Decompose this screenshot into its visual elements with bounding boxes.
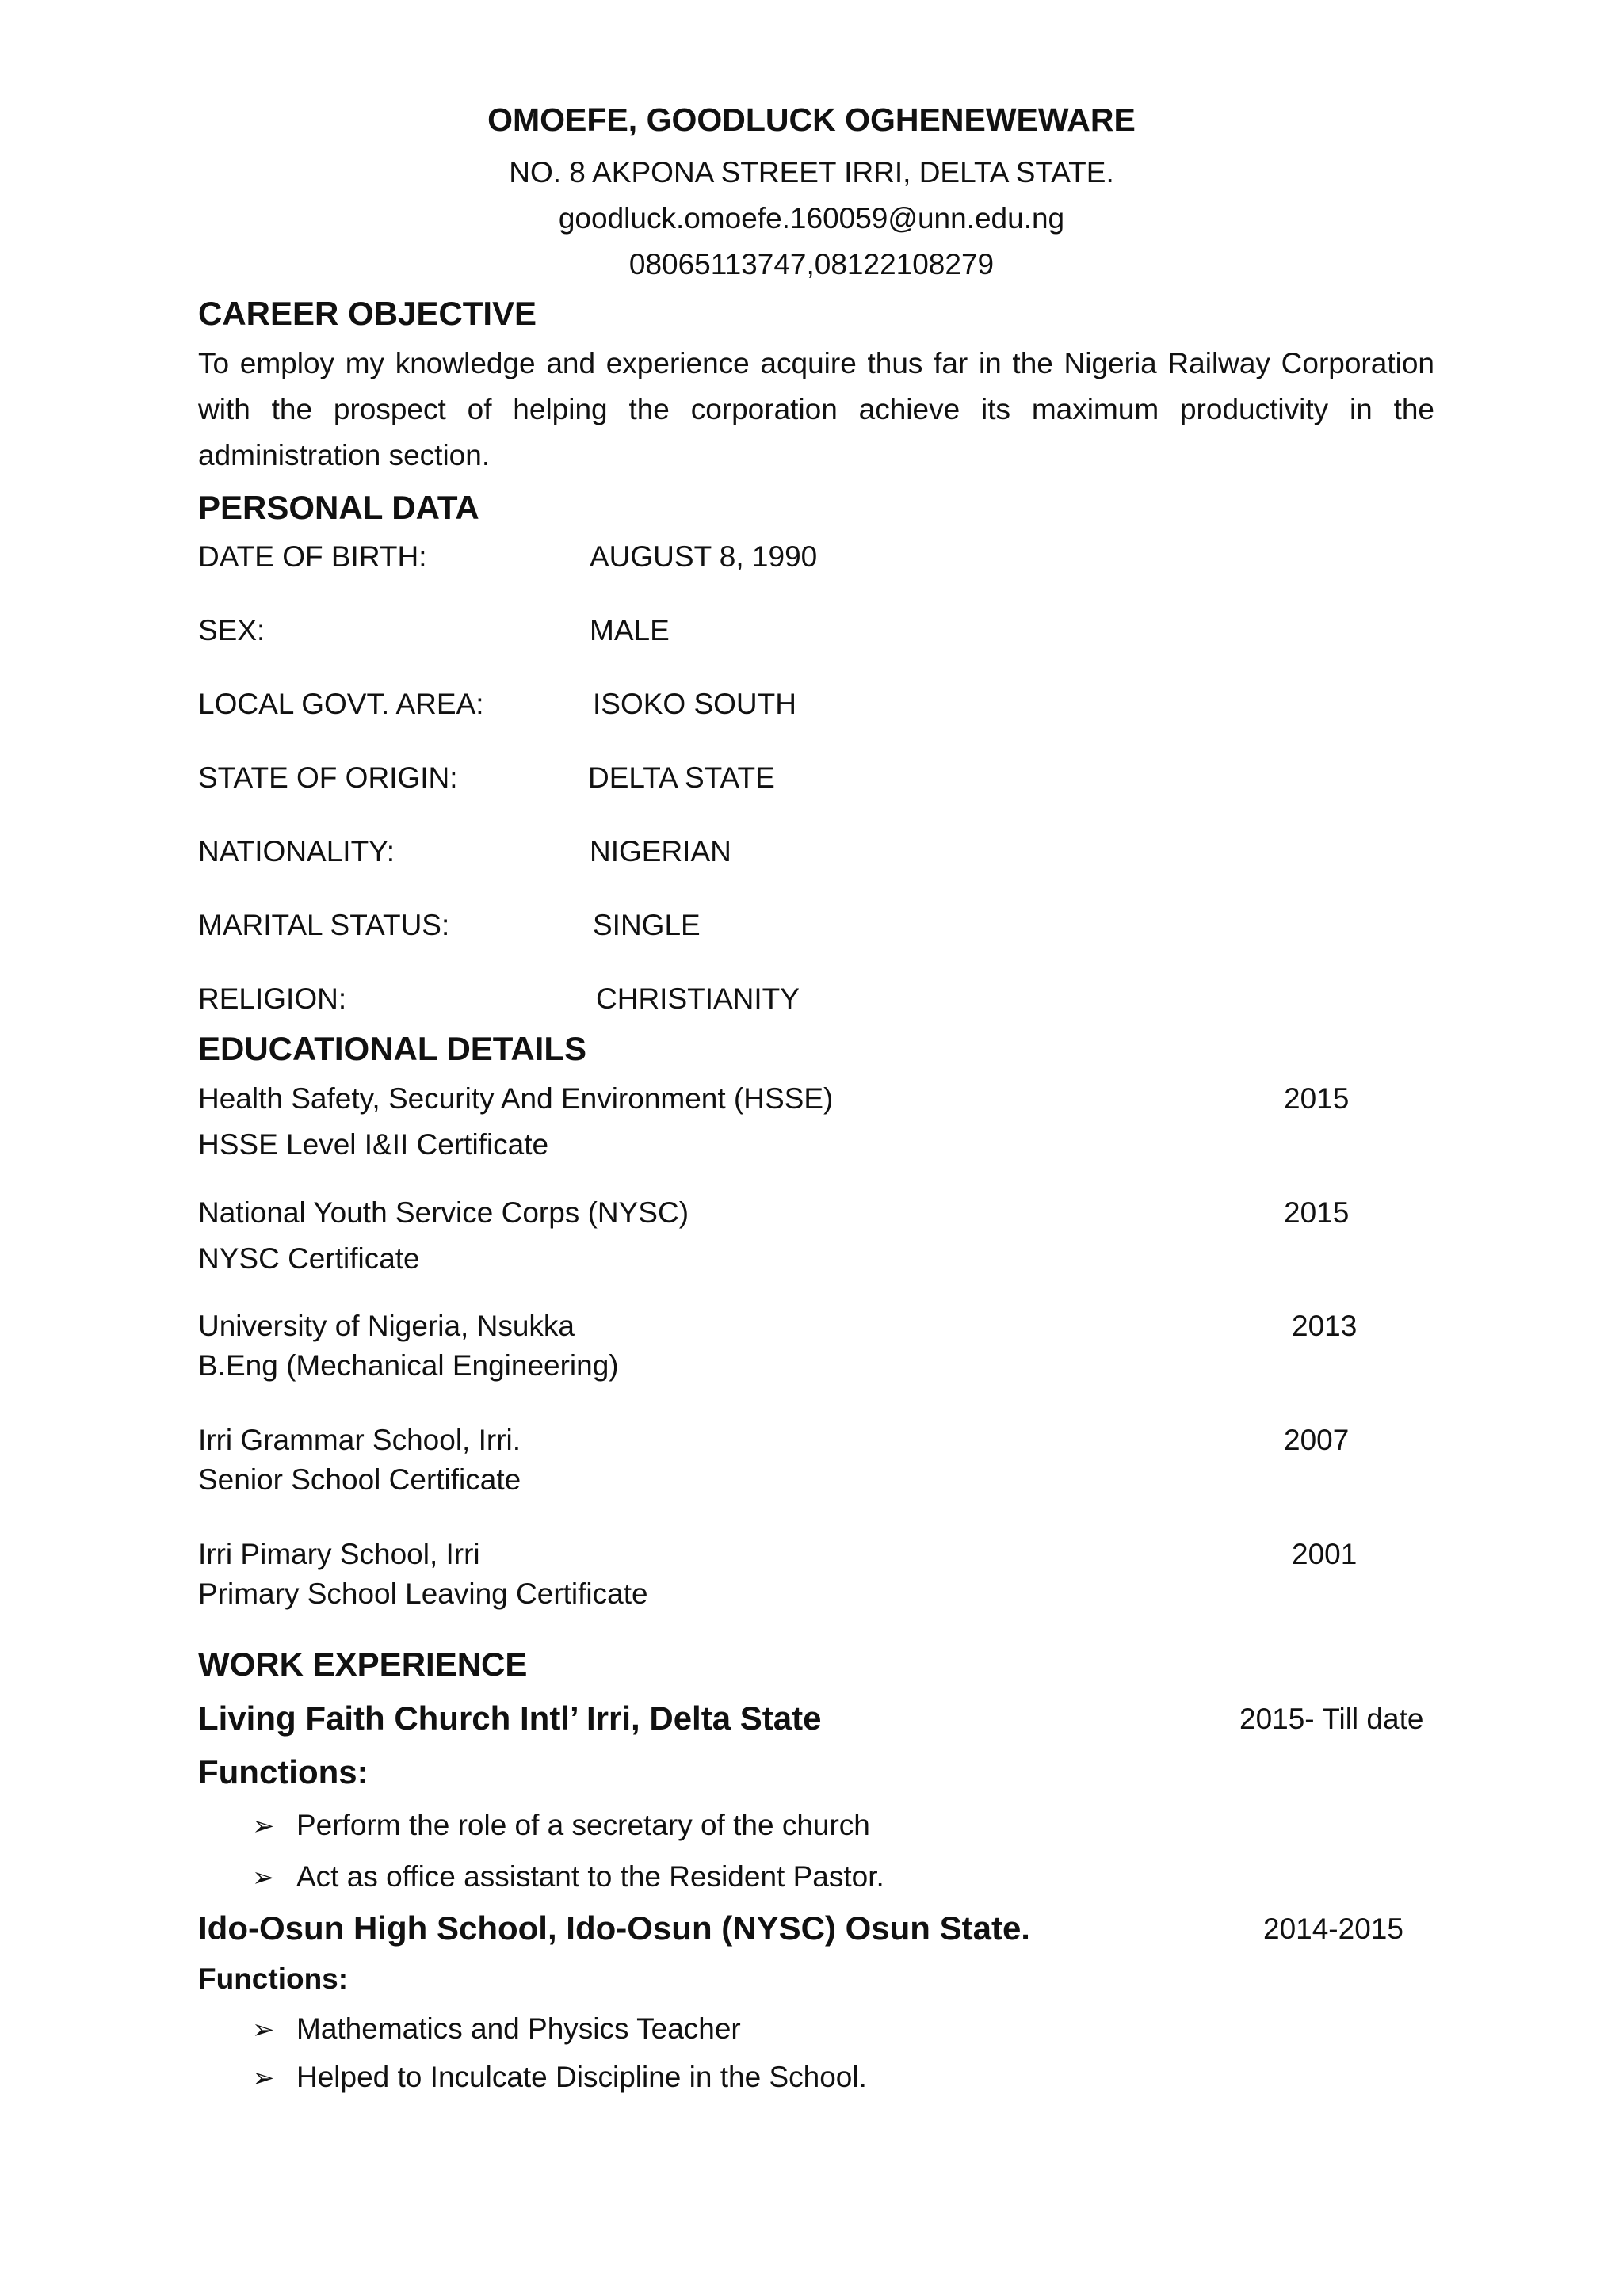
arrow-bullet-icon: ➢: [252, 1863, 275, 1893]
work-employer: Ido-Osun High School, Ido-Osun (NYSC) Osun State.: [198, 1909, 1030, 1947]
education-qualification: HSSE Level I&II Certificate: [198, 1128, 549, 1161]
career-objective-heading: CAREER OBJECTIVE: [198, 295, 537, 332]
personal-value: DELTA STATE: [588, 761, 775, 794]
work-experience-heading: WORK EXPERIENCE: [198, 1646, 528, 1683]
function-item: [252, 2012, 741, 2046]
address: NO. 8 AKPONA STREET IRRI, DELTA STATE.: [509, 156, 1114, 189]
function-text: Helped to Inculcate Discipline in the School.: [296, 2061, 867, 2093]
education-qualification: Senior School Certificate: [198, 1463, 521, 1496]
function-text: Act as office assistant to the Resident Pastor.: [296, 1860, 884, 1893]
personal-label: NATIONALITY:: [198, 835, 395, 868]
education-institution: Health Safety, Security And Environment (HSSE): [198, 1082, 834, 1115]
work-period: 2015- Till date: [1239, 1703, 1424, 1735]
personal-label: SEX:: [198, 614, 265, 646]
function-text: Mathematics and Physics Teacher: [296, 2012, 741, 2045]
education-year: 2013: [1292, 1310, 1358, 1342]
personal-label: STATE OF ORIGIN:: [198, 761, 458, 794]
career-objective-text: To employ my knowledge and experience acquire thus far in the Nigeria Railway Corporation with the prospect of helping the corporation achieve its maximum productivity in the administration section.: [198, 347, 1434, 471]
education-year: 2015: [1284, 1196, 1350, 1229]
personal-label: DATE OF BIRTH:: [198, 540, 427, 573]
personal-value: NIGERIAN: [590, 835, 731, 868]
email: goodluck.omoefe.160059@unn.edu.ng: [558, 202, 1065, 235]
work-period: 2014-2015: [1263, 1913, 1403, 1945]
personal-value: AUGUST 8, 1990: [590, 540, 818, 573]
candidate-name: OMOEFE, GOODLUCK OGHENEWEWARE: [487, 101, 1136, 138]
education-qualification: Primary School Leaving Certificate: [198, 1577, 648, 1610]
function-text: Perform the role of a secretary of the church: [296, 1809, 870, 1841]
education-year: 2007: [1284, 1424, 1350, 1456]
education-year: 2001: [1292, 1538, 1358, 1570]
personal-data-heading: PERSONAL DATA: [198, 489, 479, 526]
arrow-bullet-icon: ➢: [252, 2015, 275, 2045]
functions-label: Functions:: [198, 1962, 349, 1995]
education-heading: EDUCATIONAL DETAILS: [198, 1030, 586, 1067]
personal-label: MARITAL STATUS:: [198, 909, 450, 941]
personal-value: CHRISTIANITY: [596, 982, 800, 1015]
phone: 08065113747,08122108279: [628, 248, 995, 280]
personal-value: MALE: [590, 614, 670, 646]
personal-label: RELIGION:: [198, 982, 347, 1015]
arrow-bullet-icon: ➢: [252, 2063, 275, 2093]
education-qualification: NYSC Certificate: [198, 1242, 420, 1275]
work-employer: Living Faith Church Intl’ Irri, Delta State: [198, 1699, 822, 1737]
arrow-bullet-icon: ➢: [252, 1811, 275, 1841]
function-item: [252, 2061, 867, 2094]
function-item: [252, 1860, 884, 1894]
education-institution: National Youth Service Corps (NYSC): [198, 1196, 689, 1229]
function-item: [252, 1809, 870, 1842]
personal-value: SINGLE: [593, 909, 701, 941]
education-institution: Irri Grammar School, Irri.: [198, 1424, 521, 1456]
personal-value: ISOKO SOUTH: [593, 688, 796, 720]
education-qualification: B.Eng (Mechanical Engineering): [198, 1349, 619, 1382]
personal-label: LOCAL GOVT. AREA:: [198, 688, 484, 720]
education-year: 2015: [1284, 1082, 1350, 1115]
education-institution: Irri Pimary School, Irri: [198, 1538, 480, 1570]
functions-label: Functions:: [198, 1753, 369, 1791]
education-institution: University of Nigeria, Nsukka: [198, 1310, 575, 1342]
